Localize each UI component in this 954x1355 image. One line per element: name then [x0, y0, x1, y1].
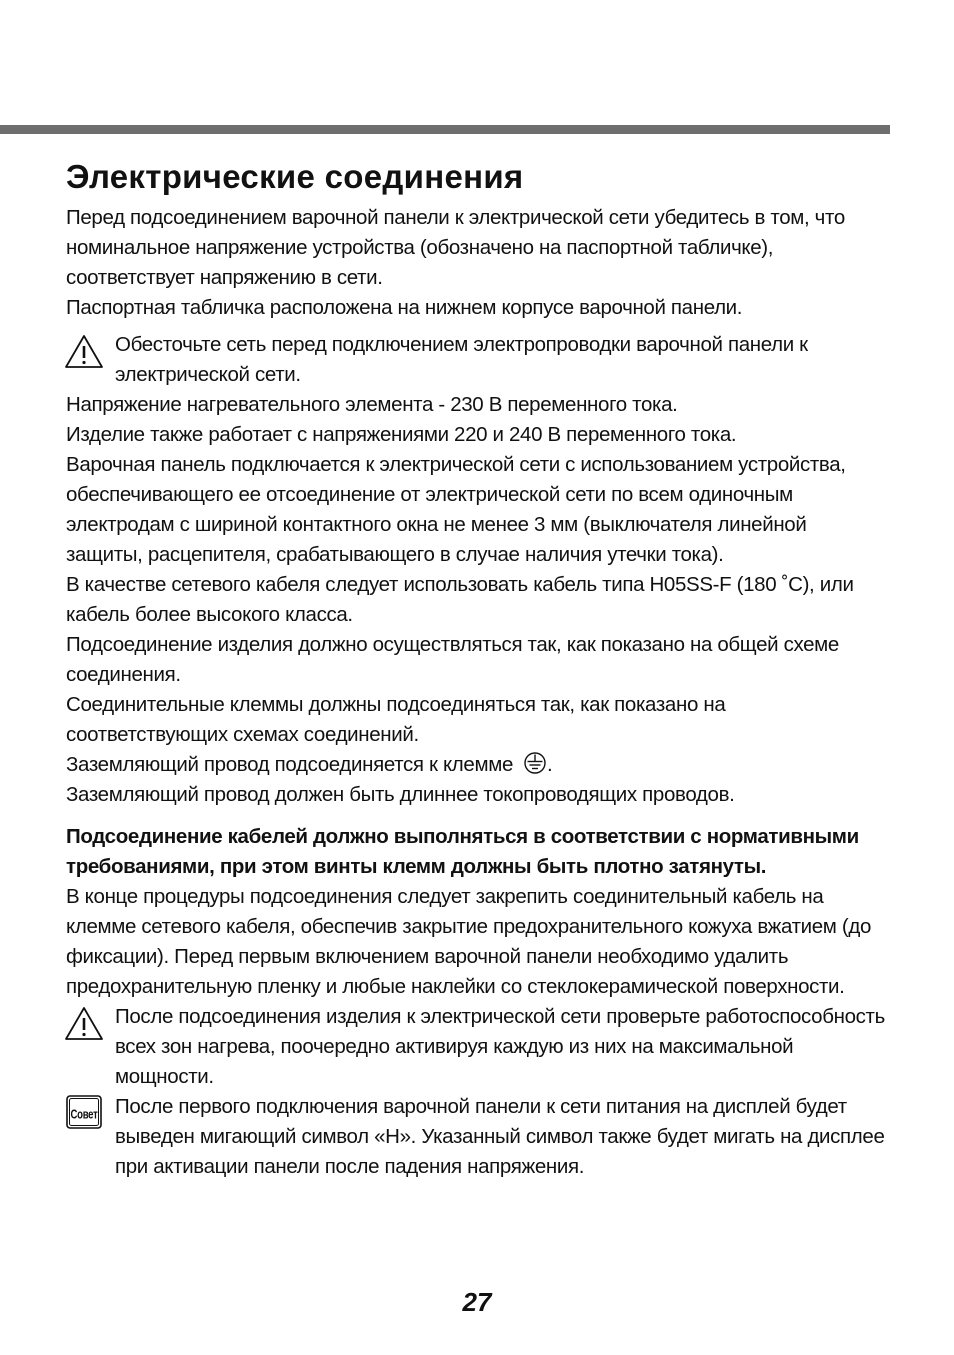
earth-ground-icon	[523, 751, 547, 775]
paragraph-earth-wire-length: Заземляющий провод должен быть длиннее токопроводящих проводов.	[66, 783, 735, 806]
page-number: 27	[462, 1287, 492, 1317]
header-rule	[0, 125, 890, 134]
paragraph-voltage-check: Перед подсоединением варочной панели к электрической сети убедитесь в том, что номинальное напряжение устройства (обозначено на паспортной табличке), соответствует напряжению в сети.	[66, 206, 845, 289]
paragraph-disconnect-device: Варочная панель подключается к электрической сети с использованием устройства, обеспечивающего ее отсоединение от электрической сети по всем одиночным электродам с шириной контактного окна не менее 3 мм (выключателя линейной защиты, расцепителя, срабатывающего в случае наличия утечки тока).	[66, 453, 846, 566]
warning-text-test-zones: После подсоединения изделия к электрической сети проверьте работоспособность всех зон нагрева, поочередно активируя каждую из них на максимальной мощности.	[115, 1005, 885, 1088]
paragraph-general-scheme: Подсоединение изделия должно осуществляться так, как показано на общей схеме соединения.	[66, 633, 839, 686]
paragraph-other-voltages: Изделие также работает с напряжениями 220 и 240 В переменного тока.	[66, 423, 737, 446]
warning-triangle-icon	[64, 334, 104, 370]
earth-terminal-text: Заземляющий провод подсоединяется к клемме	[66, 753, 514, 776]
tip-note	[66, 1092, 888, 1182]
paragraph-terminals: Соединительные клеммы должны подсоединяться так, как показано на соответствующих схемах соединений.	[66, 693, 726, 746]
paragraph-rating-plate: Паспортная табличка расположена на нижнем корпусе варочной панели.	[66, 296, 743, 319]
warning-note-test-zones	[66, 1002, 888, 1092]
page-title: Электрические соединения	[66, 158, 524, 195]
paragraph-element-voltage: Напряжение нагревательного элемента - 230 В переменного тока.	[66, 393, 678, 416]
paragraph-cable-type: В качестве сетевого кабеля следует использовать кабель типа H05SS-F (180 ˚C), или кабель более высокого класса.	[66, 573, 854, 626]
paragraph-earth-terminal	[66, 750, 888, 780]
paragraph-final-procedure: В конце процедуры подсоединения следует закрепить соединительный кабель на клемме сетевого кабеля, обеспечив закрытие предохранительного кожуха вжатием (до фиксации). Перед первым включением варочной панели необходимо удалить предохранительную пленку и любые наклейки со стеклокерамической поверхности.	[66, 885, 872, 998]
page-content	[66, 155, 888, 1182]
earth-terminal-period: .	[547, 753, 553, 776]
tip-icon-label: Совет	[70, 1107, 98, 1122]
warning-note-disconnect	[66, 330, 888, 390]
tip-text: После первого подключения варочной панели к сети питания на дисплей будет выведен мигающий символ «H». Указанный символ также будет мигать на дисплее при активации панели после падения напряжения.	[115, 1095, 885, 1178]
tip-icon	[66, 1095, 102, 1129]
warning-triangle-icon	[64, 1006, 104, 1042]
paragraph-cable-requirements: Подсоединение кабелей должно выполняться в соответствии с нормативными требованиями, при этом винты клемм должны быть плотно затянуты.	[66, 825, 859, 878]
warning-text-disconnect: Обесточьте сеть перед подключением электропроводки варочной панели к электрической сети.	[115, 333, 808, 386]
